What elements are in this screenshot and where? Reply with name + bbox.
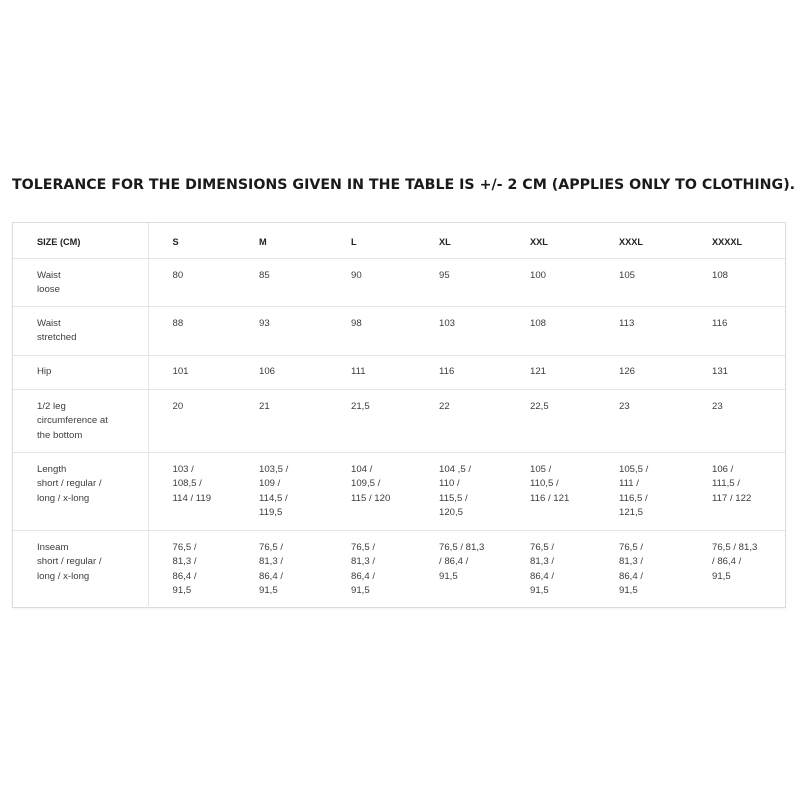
row-label — [13, 306, 148, 355]
row-label — [13, 355, 148, 389]
table-cell — [148, 452, 235, 530]
cell-text: 76,5 / 81,3 / 86,4 / 91,5 — [172, 541, 197, 596]
cell-text: 76,5 / 81,3 / 86,4 / 91,5 — [619, 541, 644, 596]
cell-text: 88 — [172, 317, 184, 329]
cell-text: 116 — [439, 365, 455, 377]
table-cell — [506, 389, 595, 452]
table-cell — [506, 452, 595, 530]
cell-text: 104 ,5 / 110 / 115,5 / 120,5 — [439, 463, 472, 518]
table-cell — [595, 258, 688, 306]
table-cell — [506, 258, 595, 306]
table-row-leg-circumference — [13, 389, 785, 452]
header-size-xxxl: XXXL — [619, 237, 643, 247]
table-cell — [595, 355, 688, 389]
cell-text: 23 — [619, 400, 630, 412]
cell-text: 106 — [259, 365, 276, 377]
cell-text: 23 — [712, 400, 723, 412]
table-cell — [327, 355, 415, 389]
table-cell — [688, 530, 785, 606]
table-cell — [595, 452, 688, 530]
page-title: TOLERANCE FOR THE DIMENSIONS GIVEN IN THE TABLE IS +/- 2 CM (APPLIES ONLY TO CLOTHING). — [12, 177, 796, 193]
cell-text: 95 — [439, 269, 450, 281]
cell-text: 76,5 / 81,3 / 86,4 / 91,5 — [530, 541, 555, 596]
row-label — [13, 452, 148, 530]
cell-text: 103,5 / 109 / 114,5 / 119,5 — [259, 463, 289, 518]
table-cell — [595, 389, 688, 452]
cell-text: 105,5 / 111 / 116,5 / 121,5 — [619, 463, 649, 518]
table-header-row — [13, 223, 785, 258]
table-cell — [235, 355, 327, 389]
table-cell — [595, 530, 688, 606]
table-cell — [148, 530, 235, 606]
cell-text: 108 — [712, 269, 729, 281]
cell-text: 100 — [530, 269, 547, 281]
table-cell — [327, 452, 415, 530]
table-cell — [235, 452, 327, 530]
header-size-l: L — [351, 237, 357, 247]
table-cell — [415, 452, 506, 530]
table-cell — [415, 530, 506, 606]
table-cell — [688, 258, 785, 306]
table-cell — [327, 306, 415, 355]
table-cell — [148, 355, 235, 389]
header-size-cm: SIZE (CM) — [13, 223, 148, 258]
cell-text: 111 — [351, 365, 366, 377]
header-size-xxxxl: XXXXL — [712, 237, 743, 247]
table-cell — [327, 389, 415, 452]
cell-text: 90 — [351, 269, 362, 281]
cell-text: 76,5 / 81,3 / 86,4 / 91,5 — [712, 541, 758, 582]
cell-text: 21 — [259, 400, 270, 412]
cell-text: 101 — [172, 365, 189, 377]
cell-text: 85 — [259, 269, 270, 281]
table-cell — [235, 530, 327, 606]
row-label-text: Inseam short / regular / long / x-long — [37, 541, 102, 582]
cell-text: 108 — [530, 317, 547, 329]
cell-text: 93 — [259, 317, 270, 329]
header-size-m: M — [259, 237, 267, 247]
cell-text: 103 — [439, 317, 456, 329]
row-label — [13, 389, 148, 452]
cell-text: 113 — [619, 317, 635, 329]
cell-text: 21,5 — [351, 400, 370, 412]
cell-text: 98 — [351, 317, 362, 329]
table-cell — [235, 306, 327, 355]
table-cell — [327, 530, 415, 606]
cell-text: 131 — [712, 365, 729, 377]
cell-text: 20 — [172, 400, 184, 412]
header-size-xl: XL — [439, 237, 451, 247]
table-cell — [688, 389, 785, 452]
table-cell — [415, 258, 506, 306]
table-cell — [148, 258, 235, 306]
table-cell — [688, 452, 785, 530]
cell-text: 104 / 109,5 / 115 / 120 — [351, 463, 391, 504]
row-label — [13, 530, 148, 606]
header-size-xxl: XXL — [530, 237, 548, 247]
row-label — [13, 258, 148, 306]
table-row-length — [13, 452, 785, 530]
table-cell — [415, 389, 506, 452]
cell-text: 80 — [172, 269, 184, 281]
table-row-hip — [13, 355, 785, 389]
table-cell — [415, 306, 506, 355]
table-cell — [235, 258, 327, 306]
table-row-waist-loose — [13, 258, 785, 306]
table-row-waist-stretched — [13, 306, 785, 355]
cell-text: 106 / 111,5 / 117 / 122 — [712, 463, 752, 504]
cell-text: 76,5 / 81,3 / 86,4 / 91,5 — [351, 541, 376, 596]
table-cell — [148, 306, 235, 355]
row-label-text: 1/2 leg circumference at the bottom — [37, 400, 108, 441]
cell-text: 22 — [439, 400, 450, 412]
cell-text: 121 — [530, 365, 547, 377]
cell-text: 22,5 — [530, 400, 549, 412]
row-label-text: Length short / regular / long / x-long — [37, 463, 102, 504]
row-label-text: Waist stretched — [37, 317, 77, 343]
table-cell — [235, 389, 327, 452]
table-row-inseam — [13, 530, 785, 606]
cell-text: 116 — [712, 317, 728, 329]
cell-text: 76,5 / 81,3 / 86,4 / 91,5 — [439, 541, 485, 582]
table-cell — [688, 355, 785, 389]
table-cell — [327, 258, 415, 306]
cell-text: 126 — [619, 365, 636, 377]
table-cell — [595, 306, 688, 355]
table-cell — [506, 530, 595, 606]
cell-text: 103 / 108,5 / 114 / 119 — [172, 463, 212, 504]
cell-text: 105 — [619, 269, 636, 281]
row-label-text: Waist loose — [37, 269, 61, 295]
size-table-container — [12, 222, 786, 608]
table-cell — [688, 306, 785, 355]
table-cell — [506, 306, 595, 355]
table-cell — [506, 355, 595, 389]
cell-text: 76,5 / 81,3 / 86,4 / 91,5 — [259, 541, 284, 596]
header-size-s: S — [172, 237, 179, 247]
table-cell — [148, 389, 235, 452]
table-cell — [415, 355, 506, 389]
row-label-text: Hip — [37, 365, 52, 377]
size-table — [13, 223, 785, 606]
cell-text: 105 / 110,5 / 116 / 121 — [530, 463, 570, 504]
